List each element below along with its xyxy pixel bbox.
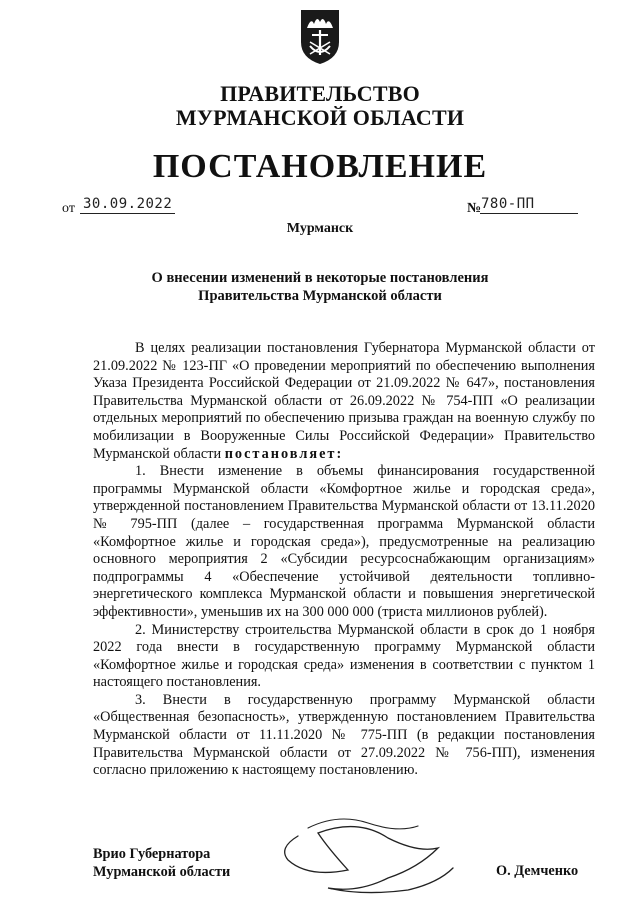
number-underline [480, 213, 578, 214]
clause-1: 1. Внести изменение в объемы финансирования государственной программы Мурманской области «Комфортное жилье и городская среда», утвержденной постановлением Правительства Мурманской области от 13.11.2020 № 795-ПП (далее – государственная программа Мурманской области «Комфортное жилье и городская среда»), предусмотренные на реализацию основного мероприятия 2 «Субсидии ресурсоснабжающим организациям» подпрограммы 4 «Обеспечение устойчивой деятельности топливно-энергетического комплекса Мурманской области и повышения энергетической эффективности», уменьшив их на 300 000 000 (триста миллионов рублей). [93, 463, 595, 620]
coat-of-arms-icon [298, 8, 342, 66]
document-body [93, 340, 595, 780]
clause-3: 3. Внести в государственную программу Мурманской области «Общественная безопасность», утвержденную постановлением Правительства Мурманской области от 11.11.2020 № 775-ПП (в редакции постановления Правительства Мурманской области от 27.09.2022 № 756-ПП), изменения согласно приложению к настоящему постановлению. [93, 691, 595, 779]
government-title-line1: ПРАВИТЕЛЬСТВО [220, 81, 420, 106]
signatory-title [93, 845, 230, 881]
government-title-line2: МУРМАНСКОЙ ОБЛАСТИ [175, 105, 465, 130]
clause-2: 2. Министерству строительства Мурманской области в срок до 1 ноября 2022 года внести в государственную программу Мурманской области «Комфортное жилье и городская среда» изменения в соответствии с пунктом 1 настоящего постановления. [93, 621, 595, 691]
document-number: 780-ПП [481, 196, 535, 212]
handwritten-signature [268, 808, 468, 903]
date-prefix: от [62, 201, 75, 216]
subject-line1: О внесении изменений в некоторые постановления [151, 270, 489, 286]
preamble-paragraph [93, 340, 595, 463]
resolves-keyword: постановляет: [224, 445, 344, 462]
document-date: 30.09.2022 [83, 196, 173, 212]
signatory-title-line1: Врио Губернатора [93, 846, 211, 862]
preamble-text: В целях реализации постановления Губернатора Мурманской области от 21.09.2022 № 123-ПГ «О проведении мероприятий по обеспечению выполнения Указа Президента Российской Федерации от 21.09.2022 № 647», постановления Правительства Мурманской области от 26.09.2022 № 754-ПП «О реализации отдельных мероприятий по обеспечению призыва граждан на военную службу по мобилизации в Вооруженные Силы Российской Федерации» Правительство Мурманской области [93, 340, 595, 462]
subject-line2: Правительства Мурманской области [198, 288, 442, 304]
signatory-title-line2: Мурманской области [93, 864, 231, 880]
document-type-heading: ПОСТАНОВЛЕНИЕ [152, 148, 488, 185]
number-prefix: № [467, 201, 482, 216]
signatory-name: О. Демченко [496, 863, 579, 879]
date-underline [80, 213, 175, 214]
city-name: Мурманск [286, 221, 354, 236]
